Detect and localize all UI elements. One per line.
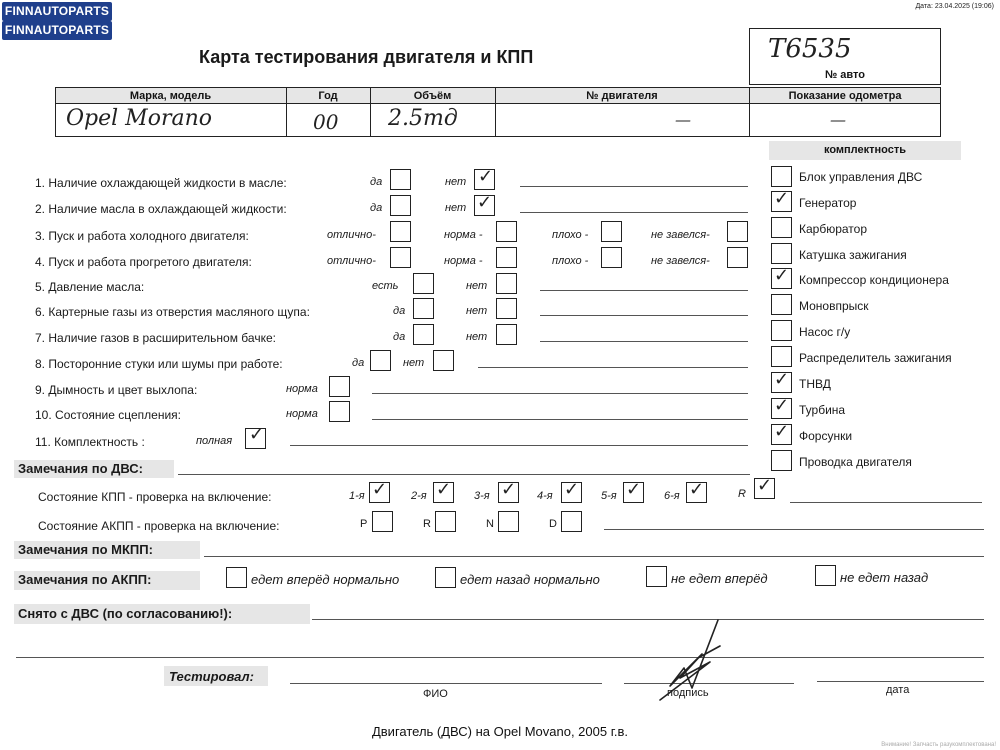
akpp-option-label: не едет назад [840, 570, 929, 585]
completeness-item-label: Генератор [799, 196, 857, 210]
completeness-item-label: Форсунки [799, 429, 853, 443]
akpp-option-label: едет вперёд нормально [251, 572, 400, 587]
option-no-label: нет [466, 305, 488, 317]
option-excellent-label: отлично- [327, 255, 376, 267]
question-text: Дымность и цвет выхлопа: [48, 383, 198, 397]
check-mark-icon: ✓ [774, 188, 790, 209]
completeness-checkbox[interactable] [771, 217, 792, 238]
option-yes-label: да [393, 331, 406, 343]
q7-yes-checkbox[interactable] [413, 324, 434, 345]
check-mark-icon: ✓ [501, 479, 517, 500]
question-number: 5. [35, 280, 46, 294]
q5-no-checkbox[interactable] [496, 273, 517, 294]
watermark-text: Внимание! Запчасть разукомплектована! [881, 742, 996, 748]
volume-value: 2.5тд [388, 106, 458, 131]
check-mark-icon: ✓ [478, 166, 494, 187]
check-mark-icon: ✓ [477, 192, 493, 213]
completeness-item-label: Проводка двигателя [799, 455, 912, 469]
car-number-label: № авто [824, 69, 865, 81]
document-date: Дата: 23.04.2025 (19:06) [915, 3, 994, 10]
question-number: 1. [35, 176, 46, 190]
col-make-header: Марка, модель [129, 90, 212, 102]
option-no-label: нет [403, 357, 425, 369]
year-value: 00 [313, 110, 339, 134]
option-no-label: нет [466, 331, 488, 343]
car-number-value: T6535 [768, 34, 852, 64]
completeness-item-label: ТНВД [799, 377, 831, 391]
question-text: Наличие газов в расширительном бачке: [48, 331, 276, 345]
question-number: 3. [35, 229, 46, 243]
q2-yes-checkbox[interactable] [390, 195, 411, 216]
check-mark-icon: ✓ [774, 265, 790, 286]
form-title: Карта тестирования двигателя и КПП [199, 47, 534, 67]
completeness-checkbox[interactable] [771, 294, 792, 315]
question-text: Посторонние стуки или шумы при работе: [48, 357, 283, 371]
option-no-label: нет [466, 280, 488, 292]
q1-comment-line [520, 186, 748, 187]
kpp-label: Состояние КПП - проверка на включение: [38, 490, 272, 504]
remarks-akpp-label: Замечания по АКПП: [18, 572, 152, 587]
akpp-option-label: едет назад нормально [460, 572, 600, 587]
gear-label: 5-я [601, 490, 617, 502]
q6-no-checkbox[interactable] [496, 298, 517, 319]
signature-scribble-icon [640, 618, 740, 702]
check-mark-icon: ✓ [564, 479, 580, 500]
date-line [817, 681, 984, 682]
gear-label: 3-я [474, 490, 490, 502]
q11-comment-line [290, 445, 748, 446]
completeness-item-label: Блок управления ДВС [799, 170, 923, 184]
check-mark-icon: ✓ [774, 369, 790, 390]
engine-no-value: — [675, 110, 691, 129]
option-not-started-label: не завелся- [651, 229, 710, 241]
option-not-started-label: не завелся- [651, 255, 710, 267]
q6-comment-line [540, 315, 748, 316]
q3-normal-checkbox[interactable] [496, 221, 517, 242]
question-number: 9. [35, 383, 46, 397]
akpp-comment-line [604, 529, 984, 530]
question-text: Наличие масла в охлаждающей жидкости: [48, 202, 287, 216]
akpp-no-forward-checkbox[interactable] [646, 566, 667, 587]
remarks-mkpp-label: Замечания по МКПП: [18, 542, 153, 557]
option-bad-label: плохо - [552, 255, 589, 267]
question-number: 7. [35, 331, 46, 345]
option-yes-label: да [370, 202, 383, 214]
removed-label: Снято с ДВС (по согласованию!): [18, 606, 233, 621]
odometer-value: — [830, 110, 846, 129]
q3-excellent-checkbox[interactable] [390, 221, 411, 242]
q5-exists-checkbox[interactable] [413, 273, 434, 294]
completeness-item-label: Насос г/у [799, 325, 851, 339]
check-mark-icon: ✓ [689, 479, 705, 500]
completeness-checkbox[interactable] [771, 346, 792, 367]
completeness-header: комплектность [823, 144, 907, 156]
question-text: Картерные газы из отверстия масляного щупа: [48, 305, 310, 319]
q9-comment-line [372, 393, 748, 394]
question-number: 2. [35, 202, 46, 216]
akpp-backward-ok-checkbox[interactable] [435, 567, 456, 588]
remarks-ice-label: Замечания по ДВС: [18, 461, 143, 476]
check-mark-icon: ✓ [757, 475, 773, 496]
question-text: Комплектность : [54, 435, 145, 449]
akpp-label: Состояние АКПП - проверка на включение: [38, 519, 280, 533]
completeness-checkbox[interactable] [771, 450, 792, 471]
akpp-r-checkbox[interactable] [435, 511, 456, 532]
akpp-no-backward-checkbox[interactable] [815, 565, 836, 586]
completeness-item-label: Катушка зажигания [799, 248, 907, 262]
option-normal-label: норма [286, 383, 318, 395]
q9-normal-checkbox[interactable] [329, 376, 350, 397]
akpp-mode-label: D [549, 518, 557, 530]
completeness-checkbox[interactable] [771, 320, 792, 341]
make-value: Opel Morano [66, 106, 212, 131]
col-volume-header: Объём [413, 90, 452, 102]
option-normal-label: норма - [444, 255, 483, 267]
akpp-d-checkbox[interactable] [561, 511, 582, 532]
table-header-divider [55, 103, 941, 104]
gear-label: 6-я [664, 490, 680, 502]
option-exists-label: есть [372, 280, 399, 292]
q10-comment-line [372, 419, 748, 420]
q2-comment-line [520, 212, 748, 213]
question-number: 4. [35, 255, 46, 269]
gear-label: 4-я [537, 490, 553, 502]
akpp-mode-label: N [486, 518, 494, 530]
q6-yes-checkbox[interactable] [413, 298, 434, 319]
col-year-header: Год [318, 90, 338, 102]
col-odometer-header: Показание одометра [788, 90, 902, 102]
remarks-mkpp-line [204, 556, 984, 557]
gear-label: R [738, 488, 746, 500]
gear-label: 1-я [349, 490, 365, 502]
question-text: Давление масла: [48, 280, 145, 294]
completeness-item-label: Моновпрыск [799, 299, 869, 313]
completeness-checkbox[interactable] [771, 166, 792, 187]
q7-no-checkbox[interactable] [496, 324, 517, 345]
date-label: дата [886, 684, 910, 696]
remarks-ice-line [178, 474, 750, 475]
q4-excellent-checkbox[interactable] [390, 247, 411, 268]
option-yes-label: да [393, 305, 406, 317]
removed-line-2 [16, 657, 984, 658]
option-no-label: нет [445, 202, 467, 214]
question-number: 6. [35, 305, 46, 319]
q8-yes-checkbox[interactable] [370, 350, 391, 371]
option-no-label: нет [445, 176, 467, 188]
question-text: Состояние сцепления: [55, 408, 181, 422]
q8-no-checkbox[interactable] [433, 350, 454, 371]
kpp-comment-line [790, 502, 982, 503]
check-mark-icon: ✓ [774, 395, 790, 416]
q8-comment-line [478, 367, 748, 368]
completeness-item-label: Карбюратор [799, 222, 868, 236]
akpp-mode-label: R [423, 518, 431, 530]
option-full-label: полная [196, 435, 233, 447]
fio-line [290, 683, 602, 684]
q7-comment-line [540, 341, 748, 342]
q4-bad-checkbox[interactable] [601, 247, 622, 268]
question-text: Пуск и работа прогретого двигателя: [48, 255, 252, 269]
option-normal-label: норма [286, 408, 318, 420]
check-mark-icon: ✓ [774, 421, 790, 442]
check-mark-icon: ✓ [249, 424, 265, 445]
question-number: 10. [35, 408, 52, 422]
option-yes-label: да [352, 357, 365, 369]
option-yes-label: да [370, 176, 383, 188]
tested-by-label: Тестировал: [169, 669, 254, 684]
option-excellent-label: отлично- [327, 229, 376, 241]
question-number: 11. [35, 435, 51, 449]
col-engine-no-header: № двигателя [586, 90, 658, 102]
akpp-forward-ok-checkbox[interactable] [226, 567, 247, 588]
q10-normal-checkbox[interactable] [329, 401, 350, 422]
check-mark-icon: ✓ [372, 479, 388, 500]
akpp-option-label: не едет вперёд [671, 571, 768, 586]
site-logo-secondary: FINNAUTOPARTS [2, 21, 112, 40]
completeness-checkbox[interactable] [771, 243, 792, 264]
q4-not-started-checkbox[interactable] [727, 247, 748, 268]
completeness-item-label: Распределитель зажигания [799, 351, 952, 365]
q3-bad-checkbox[interactable] [601, 221, 622, 242]
akpp-p-checkbox[interactable] [372, 511, 393, 532]
option-normal-label: норма - [444, 229, 483, 241]
akpp-mode-label: P [360, 518, 368, 530]
q1-yes-checkbox[interactable] [390, 169, 411, 190]
gear-label: 2-я [411, 490, 427, 502]
question-text: Пуск и работа холодного двигателя: [48, 229, 249, 243]
fio-label: ФИО [423, 688, 448, 700]
completeness-item-label: Турбина [799, 403, 846, 417]
completeness-item-label: Компрессор кондиционера [799, 273, 949, 287]
question-text: Наличие охлаждающей жидкости в масле: [48, 176, 287, 190]
q3-not-started-checkbox[interactable] [727, 221, 748, 242]
question-number: 8. [35, 357, 46, 371]
signature-label: подпись [667, 687, 709, 699]
q4-normal-checkbox[interactable] [496, 247, 517, 268]
site-logo[interactable]: FINNAUTOPARTS [2, 2, 112, 21]
check-mark-icon: ✓ [626, 479, 642, 500]
option-bad-label: плохо - [552, 229, 589, 241]
check-mark-icon: ✓ [436, 479, 452, 500]
akpp-n-checkbox[interactable] [498, 511, 519, 532]
q5-comment-line [540, 290, 748, 291]
photo-caption: Двигатель (ДВС) на Opel Movano, 2005 г.в. [371, 724, 629, 739]
